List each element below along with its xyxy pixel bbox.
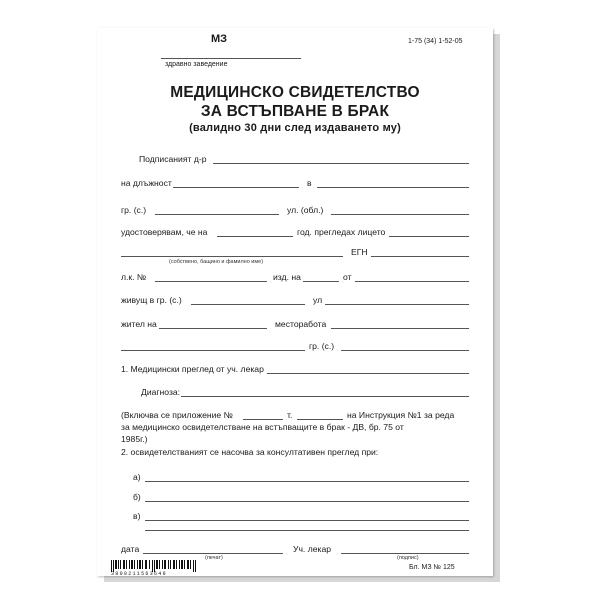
label-egn: ЕГН — [351, 247, 368, 257]
position-field[interactable] — [173, 187, 299, 188]
item2-label: 2. освидетелстваният се насочва за консултативен преглед при: — [121, 447, 379, 457]
barcode-digits: 3800211563649 — [111, 571, 167, 577]
issued-date-field[interactable] — [303, 281, 339, 282]
doctor-name-field[interactable] — [213, 163, 469, 164]
item1-label: 1. Медицински преглед от уч. лекар — [121, 364, 264, 374]
title-line-1: МЕДИЦИНСКО СВИДЕТЕЛСТВО — [170, 84, 420, 101]
label-city: гр. (с.) — [121, 205, 147, 215]
diagnosis-field[interactable] — [181, 396, 469, 397]
stamp-hint: (печат) — [205, 555, 223, 561]
label-in: в — [307, 178, 312, 188]
label-city-2: гр. (с.) — [309, 341, 335, 351]
exam-date-field[interactable] — [217, 236, 293, 237]
living-street-field[interactable] — [325, 304, 469, 305]
label-position: на длъжност — [121, 178, 172, 188]
institution-line[interactable] — [161, 58, 301, 59]
label-workplace: месторабота — [275, 319, 327, 329]
label-issued-on: изд. на — [273, 272, 301, 282]
street-field[interactable] — [331, 214, 469, 215]
doctor-signature-field[interactable] — [341, 553, 469, 554]
label-date: дата — [121, 544, 140, 554]
option-c-label: в) — [133, 511, 141, 521]
resident-field[interactable] — [159, 328, 267, 329]
full-name-hint: (собствено, бащино и фамилно име) — [169, 259, 264, 265]
option-c-field[interactable] — [145, 520, 469, 521]
date-field[interactable] — [143, 553, 283, 554]
workplace-city-field[interactable] — [341, 350, 469, 351]
title-line-2: ЗА ВСТЪПВАНЕ В БРАК — [200, 103, 390, 120]
option-b-label: б) — [133, 492, 141, 502]
exam-year-field[interactable] — [389, 236, 469, 237]
diagnosis-label: Диагноза: — [141, 387, 181, 397]
label-signed-doctor: Подписаният д-р — [139, 154, 207, 164]
item1-field[interactable] — [267, 373, 469, 374]
label-from: от — [343, 272, 352, 282]
annex-text-3: 1985г.) — [121, 434, 148, 444]
egn-field[interactable] — [371, 256, 469, 257]
id-number-field[interactable] — [155, 281, 267, 282]
annex-number-field[interactable] — [243, 419, 283, 420]
form-number: Бл. МЗ № 125 — [409, 564, 455, 571]
label-living-in: живущ в гр. (с.) — [121, 295, 182, 305]
certificate-form — [97, 28, 493, 576]
signature-hint: (подпис) — [397, 555, 419, 561]
option-a-label: а) — [133, 472, 141, 482]
label-resident-of: жител на — [121, 319, 157, 329]
ministry-abbr: МЗ — [211, 33, 228, 45]
workplace-name-field[interactable] — [121, 350, 305, 351]
city-field[interactable] — [155, 214, 279, 215]
annex-text-1a: (Включва се приложение № — [121, 410, 233, 420]
label-doctor: Уч. лекар — [293, 544, 332, 554]
annex-text-1c: на Инструкция №1 за реда — [347, 410, 455, 420]
option-a-field[interactable] — [145, 481, 469, 482]
label-id-card: л.к. № — [121, 272, 147, 282]
option-extra-field[interactable] — [145, 530, 469, 531]
annex-text-1b: т. — [287, 410, 293, 420]
position-place-field[interactable] — [317, 187, 469, 188]
label-street: ул. (обл.) — [287, 205, 324, 215]
issued-by-field[interactable] — [355, 281, 469, 282]
option-b-field[interactable] — [145, 501, 469, 502]
institution-label: здравно заведение — [165, 61, 228, 68]
annex-text-2: за медицинско освидетелстване на встъпващите в брак - ДВ, бр. 75 от — [121, 422, 404, 432]
label-certify: удостоверявам, че на — [121, 227, 208, 237]
form-code: 1-75 (34) 1-52-05 — [408, 38, 463, 45]
title-validity: (валидно 30 дни след издаването му) — [189, 122, 401, 134]
full-name-field[interactable] — [121, 256, 343, 257]
annex-item-field[interactable] — [297, 419, 343, 420]
label-year-examined: год. прегледах лицето — [297, 227, 386, 237]
workplace-field[interactable] — [331, 328, 469, 329]
living-city-field[interactable] — [191, 304, 305, 305]
label-street-2: ул — [313, 295, 323, 305]
